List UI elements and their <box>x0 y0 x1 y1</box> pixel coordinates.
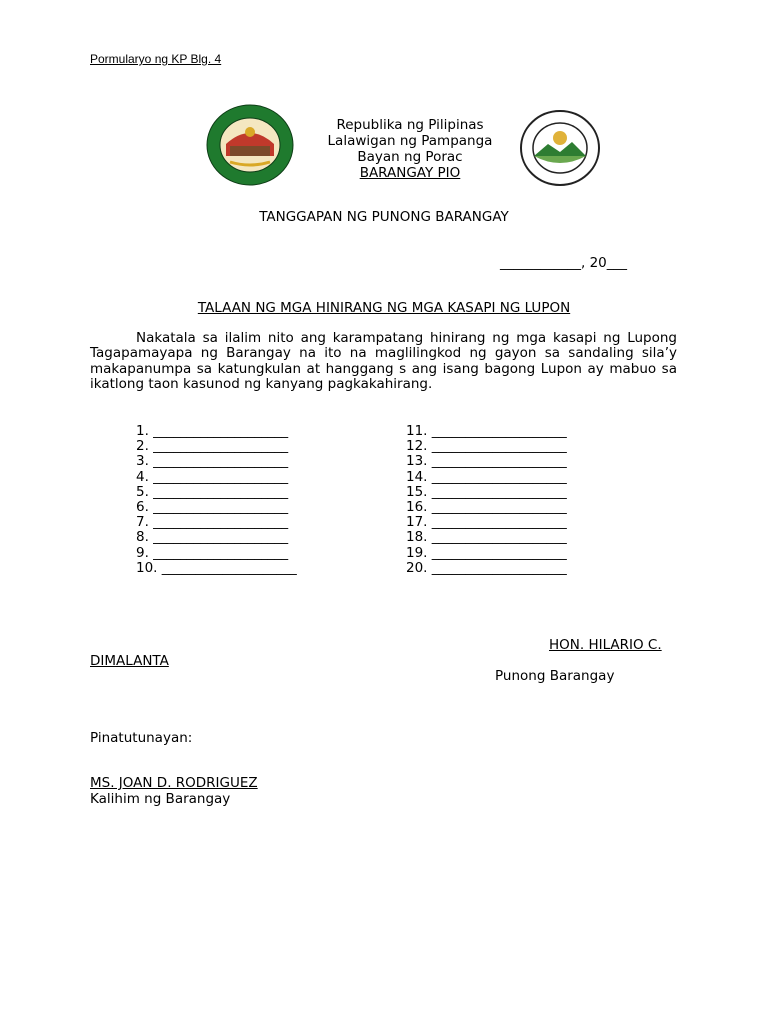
list-item: 12. ____________________ <box>406 438 567 455</box>
office-heading: TANGGAPAN NG PUNONG BARANGAY <box>259 209 509 225</box>
list-item: 15. ____________________ <box>406 483 567 500</box>
letterhead-municipality: Bayan ng Porac <box>357 149 463 165</box>
list-item: 9. ____________________ <box>136 544 289 561</box>
letterhead <box>300 117 520 181</box>
document-title: TALAAN NG MGA HINIRANG NG MGA KASAPI NG LUPON <box>197 300 571 316</box>
letterhead-barangay: BARANGAY PIO <box>359 165 461 181</box>
list-item: 17. ____________________ <box>406 514 567 531</box>
list-item: 16. ____________________ <box>406 499 567 516</box>
list-item: 1. ____________________ <box>136 423 289 439</box>
letterhead-republic: Republika ng Pilipinas <box>336 117 484 133</box>
list-item: 8. ____________________ <box>136 529 289 546</box>
list-item: 19. ____________________ <box>406 544 567 561</box>
list-item: 11. ____________________ <box>406 423 567 439</box>
date-field: ____________, 20___ <box>500 255 628 271</box>
list-item: 5. ____________________ <box>136 483 289 500</box>
secretary-title: Kalihim ng Barangay <box>90 791 231 807</box>
member-list-right <box>406 424 567 576</box>
list-item: 14. ____________________ <box>406 468 567 485</box>
list-item: 18. ____________________ <box>406 529 567 546</box>
list-item: 2. ____________________ <box>136 438 289 455</box>
signatory-name: HON. HILARIO C. <box>549 637 662 653</box>
list-item: 10. ____________________ <box>136 559 297 576</box>
barangay-pio-seal <box>206 104 294 186</box>
secretary-name: MS. JOAN D. RODRIGUEZ <box>90 775 258 791</box>
municipality-of-porac-seal <box>520 110 600 186</box>
list-item: 6. ____________________ <box>136 499 289 516</box>
form-number: Pormularyo ng KP Blg. 4 <box>90 52 222 66</box>
attestation-label: Pinatutunayan: <box>90 730 193 746</box>
member-list-left <box>136 424 297 576</box>
list-item: 13. ____________________ <box>406 453 567 470</box>
signatory-title: Punong Barangay <box>495 668 615 684</box>
list-item: 7. ____________________ <box>136 514 289 531</box>
list-item: 3. ____________________ <box>136 453 289 470</box>
signatory-name-continued: DIMALANTA <box>90 653 169 669</box>
body-paragraph: Nakatala sa ilalim nito ang karampatang hinirang ng mga kasapi ng Lupong Tagapamayapa ng Barangay na ito na maglilingkod ng gayon sa sandaling sila’y makapanumpa sa katungkulan at hanggang s ang isang bagong Lupon ay mabuo sa ikatlong taon kasunod ng kanyang pagkakahirang. <box>90 330 677 393</box>
list-item: 4. ____________________ <box>136 468 289 485</box>
letterhead-province: Lalawigan ng Pampanga <box>327 133 493 149</box>
list-item: 20. ____________________ <box>406 559 567 576</box>
